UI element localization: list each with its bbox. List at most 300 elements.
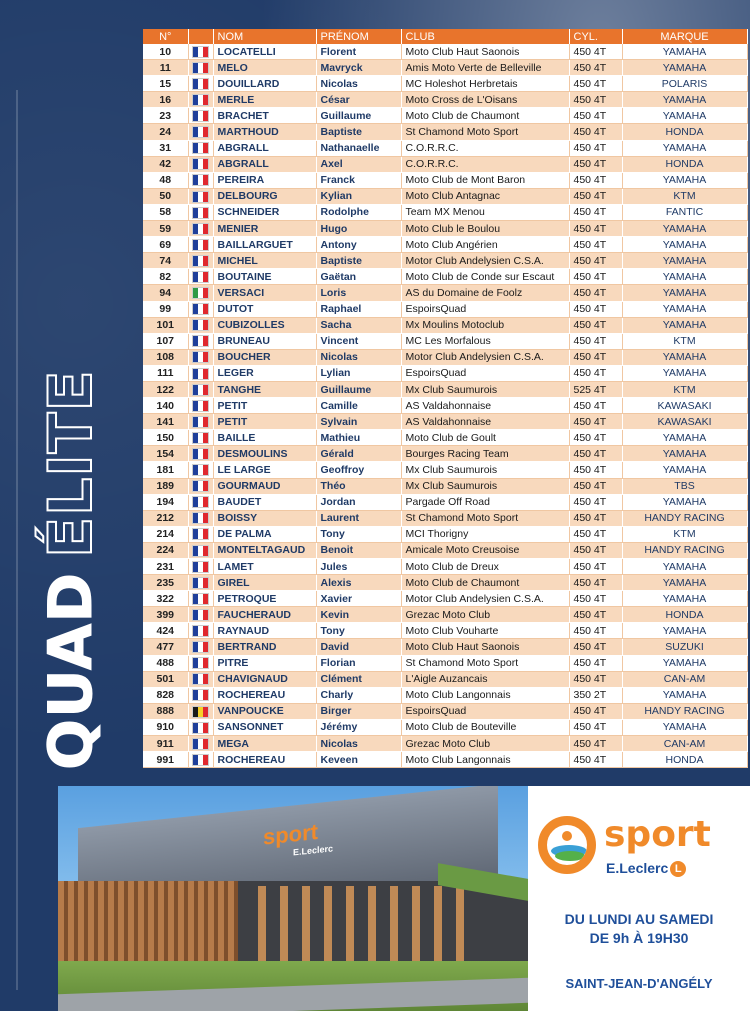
rider-number: 154 — [143, 446, 188, 462]
rider-club: AS Valdahonnaise — [401, 398, 569, 414]
rider-club: Amicale Moto Creusoise — [401, 542, 569, 558]
riders-table-wrap — [143, 29, 747, 768]
rider-last-name: CHAVIGNAUD — [213, 671, 316, 687]
flag-fr-icon — [192, 384, 209, 396]
rider-brand: YAMAHA — [622, 301, 747, 317]
table-row — [143, 736, 747, 752]
rider-brand: KAWASAKI — [622, 414, 747, 430]
rider-cylinder: 450 4T — [569, 301, 622, 317]
rider-number: 224 — [143, 542, 188, 558]
rider-last-name: MERLE — [213, 92, 316, 108]
rider-number: 42 — [143, 156, 188, 172]
rider-cylinder: 525 4T — [569, 381, 622, 397]
rider-brand: YAMAHA — [622, 221, 747, 237]
rider-first-name: Raphael — [316, 301, 401, 317]
rider-last-name: CUBIZOLLES — [213, 317, 316, 333]
building-sign-sub: E.Leclerc — [293, 843, 334, 858]
rider-club: Moto Club Antagnac — [401, 188, 569, 204]
rider-cylinder: 450 4T — [569, 285, 622, 301]
rider-last-name: VANPOUCKE — [213, 703, 316, 719]
wood-slats-right — [258, 886, 478, 966]
flag-fr-icon — [192, 416, 209, 428]
rider-club: Motor Club Andelysien C.S.A. — [401, 253, 569, 269]
rider-club: EspoirsQuad — [401, 301, 569, 317]
flag-fr-icon — [192, 191, 209, 203]
rider-flag — [188, 719, 213, 735]
flag-fr-icon — [192, 448, 209, 460]
rider-last-name: MONTELTAGAUD — [213, 542, 316, 558]
rider-brand: YAMAHA — [622, 44, 747, 60]
rider-club: Grezac Moto Club — [401, 607, 569, 623]
rider-cylinder: 450 4T — [569, 365, 622, 381]
rider-number: 59 — [143, 221, 188, 237]
rider-number: 50 — [143, 188, 188, 204]
rider-club: EspoirsQuad — [401, 703, 569, 719]
rider-last-name: ABGRALL — [213, 140, 316, 156]
rider-last-name: BAILLE — [213, 430, 316, 446]
table-row — [143, 559, 747, 575]
rider-last-name: DE PALMA — [213, 526, 316, 542]
table-row — [143, 188, 747, 204]
rider-number: 322 — [143, 591, 188, 607]
rider-first-name: Gérald — [316, 446, 401, 462]
flag-fr-icon — [192, 303, 209, 315]
rider-first-name: David — [316, 639, 401, 655]
brand-sub-text: E.Leclerc — [606, 860, 669, 876]
rider-flag — [188, 494, 213, 510]
table-row — [143, 156, 747, 172]
rider-flag — [188, 478, 213, 494]
table-row — [143, 671, 747, 687]
rider-number: 828 — [143, 687, 188, 703]
rider-first-name: Camille — [316, 398, 401, 414]
flag-fr-icon — [192, 432, 209, 444]
rider-brand: YAMAHA — [622, 140, 747, 156]
rider-number: 140 — [143, 398, 188, 414]
rider-last-name: DUTOT — [213, 301, 316, 317]
rider-first-name: Mavryck — [316, 60, 401, 76]
rider-first-name: Jules — [316, 559, 401, 575]
rider-last-name: PEREIRA — [213, 172, 316, 188]
rider-number: 122 — [143, 381, 188, 397]
col-header-marque: MARQUE — [622, 29, 747, 44]
flag-fr-icon — [192, 754, 209, 766]
rider-club: Mx Club Saumurois — [401, 462, 569, 478]
rider-club: Moto Cross de L'Oisans — [401, 92, 569, 108]
rider-number: 74 — [143, 253, 188, 269]
table-row — [143, 575, 747, 591]
rider-brand: YAMAHA — [622, 446, 747, 462]
rider-flag — [188, 237, 213, 253]
rider-brand: KTM — [622, 526, 747, 542]
rider-club: L'Aigle Auzancais — [401, 671, 569, 687]
rider-flag — [188, 204, 213, 220]
rider-club: Moto Club de Chaumont — [401, 108, 569, 124]
rider-flag — [188, 542, 213, 558]
rider-number: 82 — [143, 269, 188, 285]
rider-cylinder: 450 4T — [569, 494, 622, 510]
rider-brand: YAMAHA — [622, 591, 747, 607]
flag-fr-icon — [192, 528, 209, 540]
table-row — [143, 221, 747, 237]
rider-flag — [188, 60, 213, 76]
table-row — [143, 591, 747, 607]
rider-number: 181 — [143, 462, 188, 478]
hours-days: DU LUNDI AU SAMEDI — [564, 911, 714, 927]
rider-last-name: SANSONNET — [213, 719, 316, 735]
flag-fr-icon — [192, 464, 209, 476]
rider-club: Moto Club de Conde sur Escaut — [401, 269, 569, 285]
rider-cylinder: 450 4T — [569, 655, 622, 671]
col-header-num: N° — [143, 29, 188, 44]
rider-number: 231 — [143, 559, 188, 575]
rider-number: 477 — [143, 639, 188, 655]
rider-club: Moto Club Vouharte — [401, 623, 569, 639]
rider-cylinder: 450 4T — [569, 156, 622, 172]
rider-brand: HONDA — [622, 156, 747, 172]
title-word-elite: ÉLITE — [36, 369, 106, 558]
rider-club: MC Holeshot Herbretais — [401, 76, 569, 92]
rider-flag — [188, 349, 213, 365]
flag-fr-icon — [192, 223, 209, 235]
col-header-cyl: CYL. — [569, 29, 622, 44]
rider-cylinder: 450 4T — [569, 269, 622, 285]
col-header-nom: NOM — [213, 29, 316, 44]
rider-number: 16 — [143, 92, 188, 108]
table-row — [143, 269, 747, 285]
table-row — [143, 719, 747, 735]
flag-fr-icon — [192, 545, 209, 557]
rider-number: 991 — [143, 752, 188, 768]
rider-club: Mx Club Saumurois — [401, 478, 569, 494]
flag-fr-icon — [192, 271, 209, 283]
rider-flag — [188, 607, 213, 623]
flag-fr-icon — [192, 94, 209, 106]
rider-cylinder: 450 4T — [569, 317, 622, 333]
rider-first-name: Alexis — [316, 575, 401, 591]
flag-fr-icon — [192, 577, 209, 589]
table-row — [143, 655, 747, 671]
rider-cylinder: 450 4T — [569, 60, 622, 76]
rider-club: AS du Domaine de Foolz — [401, 285, 569, 301]
flag-fr-icon — [192, 78, 209, 90]
rider-cylinder: 450 4T — [569, 44, 622, 60]
rider-first-name: Laurent — [316, 510, 401, 526]
rider-brand: YAMAHA — [622, 687, 747, 703]
rider-last-name: DOUILLARD — [213, 76, 316, 92]
rider-cylinder: 450 4T — [569, 414, 622, 430]
rider-cylinder: 450 4T — [569, 703, 622, 719]
rider-brand: CAN-AM — [622, 736, 747, 752]
flag-fr-icon — [192, 689, 209, 701]
rider-flag — [188, 365, 213, 381]
rider-last-name: MARTHOUD — [213, 124, 316, 140]
rider-club: Mx Club Saumurois — [401, 381, 569, 397]
rider-cylinder: 450 4T — [569, 559, 622, 575]
rider-flag — [188, 591, 213, 607]
rider-last-name: DELBOURG — [213, 188, 316, 204]
store-city: SAINT-JEAN-D'ANGÉLY — [565, 976, 713, 991]
rider-number: 488 — [143, 655, 188, 671]
rider-brand: SUZUKI — [622, 639, 747, 655]
rider-cylinder: 450 4T — [569, 124, 622, 140]
rider-first-name: Tony — [316, 526, 401, 542]
rider-last-name: LOCATELLI — [213, 44, 316, 60]
flag-fr-icon — [192, 351, 209, 363]
flag-fr-icon — [192, 722, 209, 734]
rider-number: 214 — [143, 526, 188, 542]
rider-club: St Chamond Moto Sport — [401, 124, 569, 140]
rider-first-name: Nathanaelle — [316, 140, 401, 156]
rider-flag — [188, 333, 213, 349]
rider-first-name: Kevin — [316, 607, 401, 623]
flag-fr-icon — [192, 207, 209, 219]
table-row — [143, 526, 747, 542]
rider-flag — [188, 108, 213, 124]
wood-slats-left — [58, 881, 238, 961]
rider-cylinder: 450 4T — [569, 140, 622, 156]
rider-first-name: Axel — [316, 156, 401, 172]
rider-flag — [188, 752, 213, 768]
rider-first-name: Loris — [316, 285, 401, 301]
rider-first-name: Birger — [316, 703, 401, 719]
rider-flag — [188, 188, 213, 204]
rider-first-name: Jérémy — [316, 719, 401, 735]
rider-flag — [188, 430, 213, 446]
flag-fr-icon — [192, 142, 209, 154]
rider-last-name: BOUCHER — [213, 349, 316, 365]
rider-club: Motor Club Andelysien C.S.A. — [401, 349, 569, 365]
rider-first-name: Baptiste — [316, 124, 401, 140]
flag-fr-icon — [192, 512, 209, 524]
table-row — [143, 414, 747, 430]
rider-first-name: Clément — [316, 671, 401, 687]
leclerc-l-icon: L — [670, 861, 686, 877]
building-sign — [263, 817, 333, 860]
rider-club: Moto Club de Mont Baron — [401, 172, 569, 188]
rider-number: 69 — [143, 237, 188, 253]
table-row — [143, 494, 747, 510]
rider-brand: POLARIS — [622, 76, 747, 92]
rider-number: 911 — [143, 736, 188, 752]
rider-number: 399 — [143, 607, 188, 623]
rider-last-name: TANGHE — [213, 381, 316, 397]
table-row — [143, 172, 747, 188]
rider-cylinder: 450 4T — [569, 752, 622, 768]
rider-cylinder: 450 4T — [569, 430, 622, 446]
flag-fr-icon — [192, 561, 209, 573]
rider-flag — [188, 269, 213, 285]
rider-club: Moto Club de Dreux — [401, 559, 569, 575]
rider-number: 108 — [143, 349, 188, 365]
rider-last-name: SCHNEIDER — [213, 204, 316, 220]
ad-panel — [528, 786, 750, 1011]
rider-flag — [188, 253, 213, 269]
rider-club: Moto Club Angérien — [401, 237, 569, 253]
rider-first-name: Antony — [316, 237, 401, 253]
rider-brand: YAMAHA — [622, 172, 747, 188]
table-row — [143, 253, 747, 269]
riders-table — [143, 29, 748, 768]
rider-brand: HANDY RACING — [622, 703, 747, 719]
rider-flag — [188, 285, 213, 301]
rider-last-name: DESMOULINS — [213, 446, 316, 462]
rider-flag — [188, 559, 213, 575]
flag-fr-icon — [192, 335, 209, 347]
rider-flag — [188, 381, 213, 397]
rider-brand: YAMAHA — [622, 253, 747, 269]
col-header-prenom: PRÉNOM — [316, 29, 401, 44]
flag-fr-icon — [192, 158, 209, 170]
rider-brand: FANTIC — [622, 204, 747, 220]
table-row — [143, 60, 747, 76]
rider-last-name: PITRE — [213, 655, 316, 671]
flag-it-icon — [192, 287, 209, 299]
rider-last-name: PETROQUE — [213, 591, 316, 607]
rider-number: 150 — [143, 430, 188, 446]
rider-brand: YAMAHA — [622, 365, 747, 381]
table-row — [143, 204, 747, 220]
rider-number: 11 — [143, 60, 188, 76]
rider-brand: HONDA — [622, 607, 747, 623]
rider-last-name: BOISSY — [213, 510, 316, 526]
flag-fr-icon — [192, 368, 209, 380]
rider-flag — [188, 446, 213, 462]
rider-club: C.O.R.R.C. — [401, 140, 569, 156]
rider-brand: YAMAHA — [622, 349, 747, 365]
rider-cylinder: 350 2T — [569, 687, 622, 703]
rider-brand: YAMAHA — [622, 60, 747, 76]
rider-brand: YAMAHA — [622, 430, 747, 446]
table-row — [143, 446, 747, 462]
rider-flag — [188, 639, 213, 655]
rider-brand: YAMAHA — [622, 559, 747, 575]
rider-flag — [188, 414, 213, 430]
rider-club: Moto Club Haut Saonois — [401, 44, 569, 60]
rider-flag — [188, 462, 213, 478]
rider-brand: YAMAHA — [622, 575, 747, 591]
table-row — [143, 237, 747, 253]
rider-first-name: Rodolphe — [316, 204, 401, 220]
rider-first-name: Geoffroy — [316, 462, 401, 478]
rider-first-name: Sacha — [316, 317, 401, 333]
rider-number: 15 — [143, 76, 188, 92]
rider-club: MC Les Morfalous — [401, 333, 569, 349]
rider-club: Bourges Racing Team — [401, 446, 569, 462]
rider-first-name: César — [316, 92, 401, 108]
rider-number: 189 — [143, 478, 188, 494]
table-row — [143, 752, 747, 768]
rider-club: Motor Club Andelysien C.S.A. — [401, 591, 569, 607]
rider-last-name: PETIT — [213, 414, 316, 430]
rider-cylinder: 450 4T — [569, 510, 622, 526]
flag-fr-icon — [192, 496, 209, 508]
rider-number: 194 — [143, 494, 188, 510]
rider-brand: KTM — [622, 381, 747, 397]
rider-number: 424 — [143, 623, 188, 639]
rider-cylinder: 450 4T — [569, 607, 622, 623]
rider-club: AS Valdahonnaise — [401, 414, 569, 430]
table-row — [143, 44, 747, 60]
rider-brand: KTM — [622, 333, 747, 349]
rider-club: Pargade Off Road — [401, 494, 569, 510]
flag-fr-icon — [192, 593, 209, 605]
table-row — [143, 430, 747, 446]
rider-flag — [188, 398, 213, 414]
table-row — [143, 510, 747, 526]
rider-flag — [188, 510, 213, 526]
rider-brand: TBS — [622, 478, 747, 494]
rider-flag — [188, 317, 213, 333]
rider-last-name: BRACHET — [213, 108, 316, 124]
rider-last-name: BOUTAINE — [213, 269, 316, 285]
rider-first-name: Gaëtan — [316, 269, 401, 285]
rider-first-name: Guillaume — [316, 108, 401, 124]
table-row — [143, 607, 747, 623]
leclerc-sport-logo-icon — [538, 816, 596, 874]
rider-first-name: Mathieu — [316, 430, 401, 446]
rider-cylinder: 450 4T — [569, 204, 622, 220]
rider-brand: KTM — [622, 188, 747, 204]
rider-first-name: Florian — [316, 655, 401, 671]
rider-first-name: Tony — [316, 623, 401, 639]
rider-first-name: Kylian — [316, 188, 401, 204]
rider-flag — [188, 736, 213, 752]
opening-hours — [528, 910, 750, 948]
table-row — [143, 687, 747, 703]
table-row — [143, 398, 747, 414]
rider-club: EspoirsQuad — [401, 365, 569, 381]
flag-fr-icon — [192, 174, 209, 186]
rider-brand: YAMAHA — [622, 655, 747, 671]
rider-club: MCI Thorigny — [401, 526, 569, 542]
rider-club: Moto Club Langonnais — [401, 752, 569, 768]
rider-first-name: Lylian — [316, 365, 401, 381]
col-header-flag — [188, 29, 213, 44]
rider-last-name: ABGRALL — [213, 156, 316, 172]
flag-fr-icon — [192, 625, 209, 637]
flag-fr-icon — [192, 126, 209, 138]
rider-cylinder: 450 4T — [569, 172, 622, 188]
rider-brand: YAMAHA — [622, 237, 747, 253]
rider-cylinder: 450 4T — [569, 108, 622, 124]
rider-last-name: FAUCHERAUD — [213, 607, 316, 623]
rider-brand: HONDA — [622, 752, 747, 768]
rider-cylinder: 450 4T — [569, 736, 622, 752]
rider-last-name: PETIT — [213, 398, 316, 414]
rider-last-name: RAYNAUD — [213, 623, 316, 639]
table-row — [143, 140, 747, 156]
rider-first-name: Keveen — [316, 752, 401, 768]
rider-flag — [188, 623, 213, 639]
rider-cylinder: 450 4T — [569, 92, 622, 108]
rider-cylinder: 450 4T — [569, 478, 622, 494]
rider-first-name: Benoit — [316, 542, 401, 558]
table-body — [143, 44, 747, 768]
rider-number: 888 — [143, 703, 188, 719]
rider-brand: HANDY RACING — [622, 542, 747, 558]
rider-brand: HANDY RACING — [622, 510, 747, 526]
rider-club: Amis Moto Verte de Belleville — [401, 60, 569, 76]
rider-cylinder: 450 4T — [569, 575, 622, 591]
table-row — [143, 639, 747, 655]
rider-first-name: Franck — [316, 172, 401, 188]
table-row — [143, 301, 747, 317]
rider-number: 111 — [143, 365, 188, 381]
rider-first-name: Sylvain — [316, 414, 401, 430]
rider-first-name: Nicolas — [316, 349, 401, 365]
rider-cylinder: 450 4T — [569, 526, 622, 542]
